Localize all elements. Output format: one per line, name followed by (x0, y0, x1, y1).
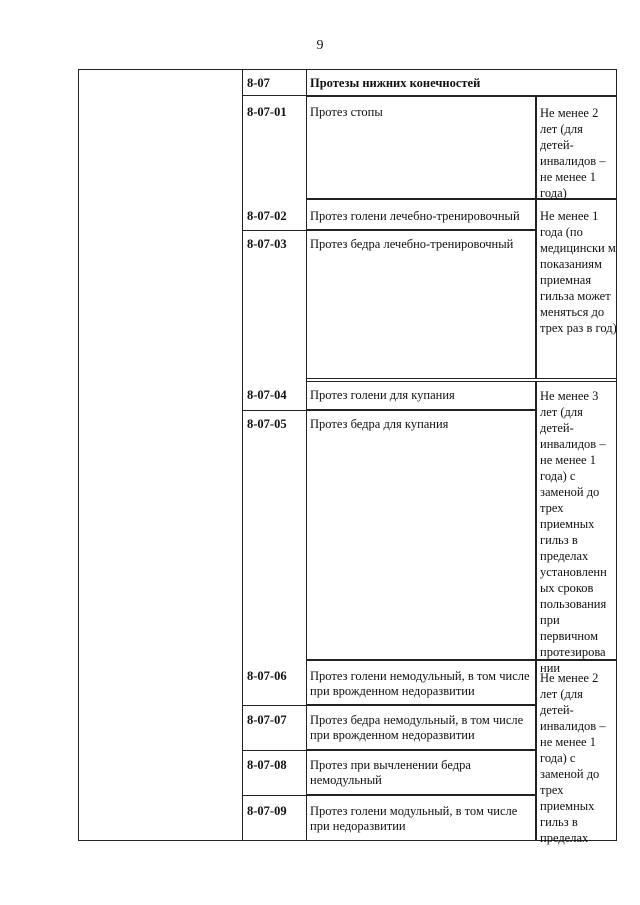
row-name: Протез бедра лечебно-тренировочный (310, 237, 514, 251)
row-code: 8-07-09 (247, 804, 287, 818)
row-code: 8-07-08 (247, 758, 287, 772)
name-cell (306, 230, 536, 379)
row-name: Протез голени модульный, в том числе при недоразвитии (310, 804, 518, 833)
row-term: Не менее 2 лет (для детей-инвалидов – не менее 1 года) с заменой до трех приемных гильз в пределах (540, 671, 606, 845)
row-name: Протез бедра для купания (310, 417, 449, 431)
row-name: Протез голени для купания (310, 388, 455, 402)
row-name: Протез голени лечебно-тренировочный (310, 209, 520, 223)
column-divider (242, 70, 243, 840)
row-divider (242, 750, 306, 751)
name-cell (306, 410, 536, 660)
row-term: Не менее 1 года (по медицински м показаниям приемная гильза может меняться до трех раз в год) (540, 209, 617, 335)
row-divider (242, 705, 306, 706)
row-code: 8-07-05 (247, 417, 287, 431)
row-divider (242, 230, 306, 231)
section-code: 8-07 (247, 76, 270, 90)
row-divider (242, 795, 306, 796)
row-code: 8-07-06 (247, 669, 287, 683)
row-code: 8-07-04 (247, 388, 287, 402)
section-title: Протезы нижних конечностей (310, 76, 481, 90)
row-code: 8-07-07 (247, 713, 287, 727)
row-name: Протез голени немодульный, в том числе при врожденном недоразвитии (310, 669, 530, 698)
row-code: 8-07-03 (247, 237, 287, 251)
row-name: Протез бедра немодульный, в том числе при врожденном недоразвитии (310, 713, 524, 742)
row-name: Протез при вычленении бедра немодульный (310, 758, 471, 787)
row-code: 8-07-02 (247, 209, 287, 223)
row-term: Не менее 2 лет (для детей-инвалидов – не менее 1 года) (540, 106, 606, 200)
row-divider (242, 410, 306, 411)
row-name: Протез стопы (310, 105, 383, 119)
page-number: 9 (316, 38, 324, 53)
row-term: Не менее 3 лет (для детей-инвалидов – не менее 1 года) с заменой до трех приемных гильз в пределах установленн ых сроков пользования при первичном протезирова нии (540, 389, 607, 675)
row-code: 8-07-01 (247, 105, 287, 119)
